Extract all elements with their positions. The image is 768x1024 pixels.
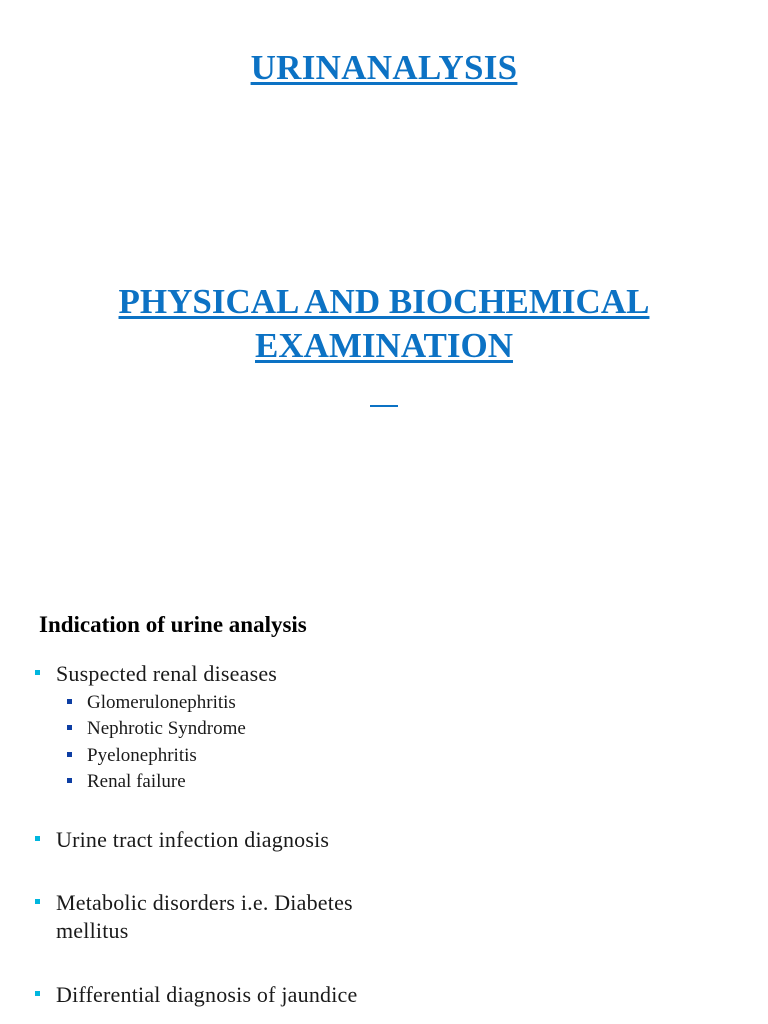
sublist-item-nephrotic-syndrome bbox=[67, 717, 246, 741]
square-bullet-icon bbox=[67, 699, 72, 704]
list-item-label: Metabolic disorders i.e. Diabetes mellitus bbox=[56, 890, 353, 943]
list-item-label: Urine tract infection diagnosis bbox=[56, 827, 330, 852]
list-item-label: Differential diagnosis of jaundice bbox=[56, 982, 358, 1007]
list-item-label: Suspected renal diseases bbox=[56, 661, 278, 686]
sublist-item-label: Glomerulonephritis bbox=[87, 692, 236, 713]
square-bullet-icon bbox=[67, 725, 72, 730]
sublist-item-renal-failure bbox=[67, 770, 186, 794]
slide-subtitle: PHYSICAL AND BIOCHEMICAL EXAMINATION bbox=[118, 282, 650, 365]
section-heading: Indication of urine analysis bbox=[39, 612, 307, 637]
list-item-jaundice-diagnosis bbox=[35, 981, 357, 1009]
square-bullet-icon bbox=[67, 778, 72, 783]
sublist-item-label: Renal failure bbox=[87, 771, 186, 792]
sublist-item-pyelonephritis bbox=[67, 744, 197, 768]
subtitle-underline-dash bbox=[370, 405, 398, 407]
square-bullet-icon bbox=[35, 991, 40, 996]
sublist-item-label: Nephrotic Syndrome bbox=[87, 718, 246, 739]
list-item-renal-diseases bbox=[35, 660, 277, 688]
square-bullet-icon bbox=[35, 899, 40, 904]
list-item-metabolic-disorders bbox=[35, 889, 353, 945]
square-bullet-icon bbox=[35, 836, 40, 841]
slide-title: URINANALYSIS bbox=[250, 48, 518, 87]
sublist-item-glomerulonephritis bbox=[67, 691, 236, 715]
square-bullet-icon bbox=[67, 752, 72, 757]
square-bullet-icon bbox=[35, 670, 40, 675]
sublist-item-label: Pyelonephritis bbox=[87, 745, 197, 766]
list-item-uti-diagnosis bbox=[35, 826, 329, 854]
